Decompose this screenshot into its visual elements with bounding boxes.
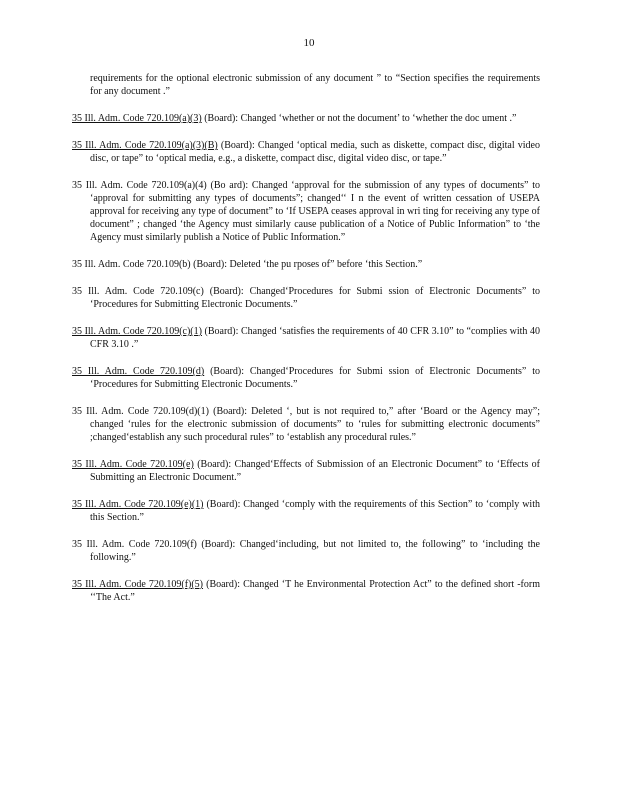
paragraph-text: (Bo ard): Changed ‘approval for the submission of any types of documents” to ‘approval for submitting any types of documents”; changed‘‘ I n the event of written cessation of USEPA approval for receiving any type of document” to ‘If USEPA ceases approval in wri ting for receiving any type of document” ; changed ‘the Agency must similarly cause publication of a Notice of Public Information” to ‘the Agency must similarly publish a Notice of Public Information.”	[90, 180, 541, 243]
amendment-paragraph	[72, 139, 540, 165]
paragraph-text: (Board): Changed ‘comply with the requirements of this Section” to ‘comply with this Section.”	[90, 499, 540, 523]
paragraph-text: (Board): Changed‘including, but not limited to, the following” to ‘including the following.”	[90, 539, 540, 563]
citation: 35 Ill. Adm. Code 720.109(a)(3)	[72, 113, 202, 124]
paragraph-text: (Board): Changed‘Procedures for Submi ssion of Electronic Documents” to ‘Procedures for Submitting Electronic Documents.”	[90, 286, 540, 310]
paragraph-text: (Board): Deleted ‘, but is not required to,” after ‘Board or the Agency may”; changed ‘rules for the electronic submission of documents” to ‘rules for submitting electronic documents” ;changed‘establish any such procedural rules” to ‘establish any procedural rules.”	[90, 406, 541, 443]
amendment-paragraph	[72, 365, 540, 391]
citation: 35 Ill. Adm. Code 720.109(d)(1)	[72, 406, 209, 417]
amendment-paragraph	[72, 112, 540, 125]
paragraph-text: (Board): Changed ‘T he Environmental Protection Act” to the defined short -form ‘‘The Act.”	[90, 579, 540, 603]
citation: 35 Ill. Adm. Code 720.109(c)(1)	[72, 326, 202, 337]
citation: 35 Ill. Adm. Code 720.109(b)	[72, 259, 191, 270]
document-body	[72, 72, 540, 618]
amendment-paragraph	[72, 258, 540, 271]
amendment-paragraph	[72, 498, 540, 524]
paragraph-text: (Board): Changed ‘optical media, such as diskette, compact disc, digital video disc, or tape” to ‘optical media, e.g., a diskette, compact disc, digital video disc, or tape.”	[90, 140, 540, 164]
paragraph-text: (Board): Changed ‘satisfies the requirements of 40 CFR 3.10” to “complies with 40 CFR 3.10 .”	[90, 326, 540, 350]
citation: 35 Ill. Adm. Code 720.109(d)	[72, 366, 205, 377]
amendment-paragraph	[72, 405, 540, 444]
paragraph-text: (Board): Changed‘Procedures for Submi ssion of Electronic Documents” to ‘Procedures for Submitting Electronic Documents.”	[90, 366, 540, 390]
citation: 35 Ill. Adm. Code 720.109(a)(3)(B)	[72, 140, 218, 151]
amendment-paragraph	[72, 538, 540, 564]
amendment-paragraph	[72, 285, 540, 311]
citation: 35 Ill. Adm. Code 720.109(a)(4)	[72, 180, 207, 191]
amendment-paragraph	[72, 179, 540, 244]
paragraph-text: (Board): Changed‘Effects of Submission of an Electronic Document” to ‘Effects of Submitting an Electronic Document.”	[90, 459, 540, 483]
paragraph-text: requirements for the optional electronic submission of any document ” to “Section specifies the requirements for any document .”	[90, 73, 540, 97]
citation: 35 Ill. Adm. Code 720.109(e)(1)	[72, 499, 204, 510]
amendment-paragraph	[72, 578, 540, 604]
amendment-paragraph	[72, 458, 540, 484]
citation: 35 Ill. Adm. Code 720.109(f)(5)	[72, 579, 204, 590]
citation: 35 Ill. Adm. Code 720.109(c)	[72, 286, 204, 297]
paragraph-continuation	[72, 72, 540, 98]
paragraph-text: (Board): Changed ‘whether or not the document’ to ‘whether the doc ument .”	[201, 113, 517, 124]
page-number: 10	[303, 37, 315, 49]
paragraph-text: (Board): Deleted ‘the pu rposes of” before ‘this Section.”	[190, 259, 423, 270]
citation: 35 Ill. Adm. Code 720.109(f)	[72, 539, 197, 550]
amendment-paragraph	[72, 325, 540, 351]
citation: 35 Ill. Adm. Code 720.109(e)	[72, 459, 194, 470]
